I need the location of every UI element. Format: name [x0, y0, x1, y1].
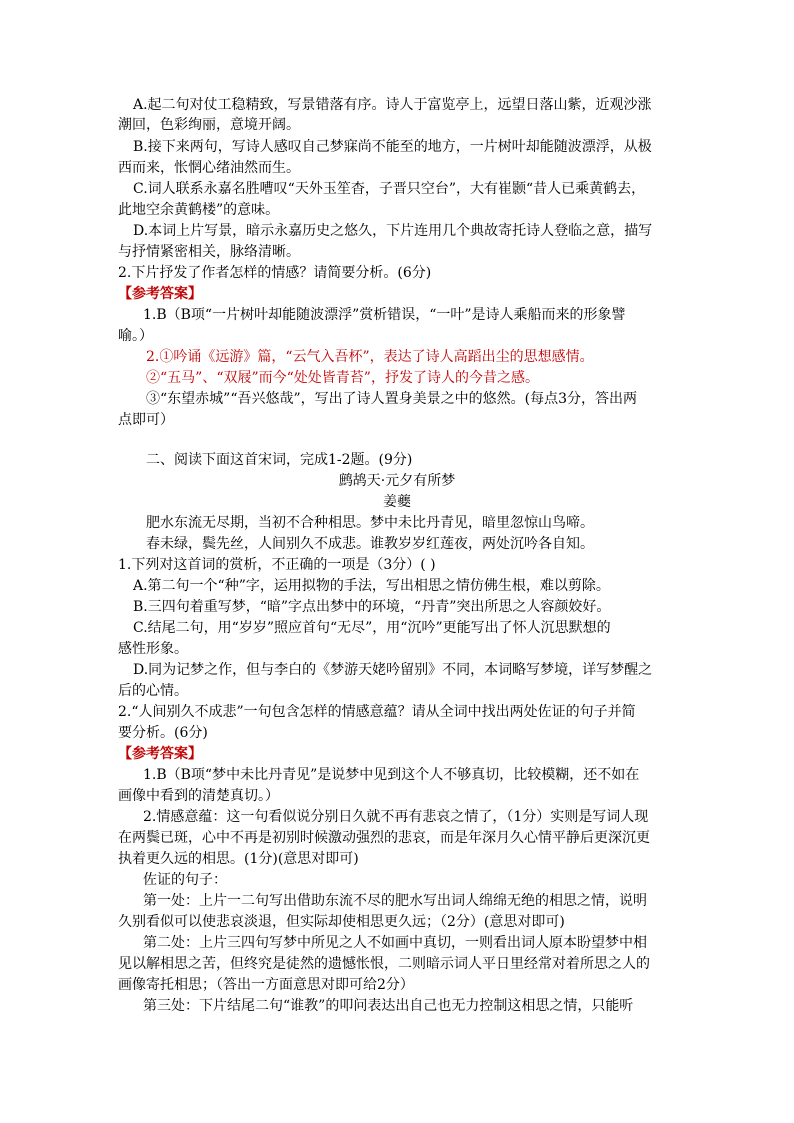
s2-question-2-line-1: 2.“人间别久不成悲”一句包含怎样的情感意蕴？请从全词中找出两处佐证的句子并简	[118, 704, 636, 720]
s2-question-2-line-2: 要分析。(6分)	[118, 725, 208, 741]
answer2-line-2: 画像中看到的清楚真切。）	[118, 788, 279, 804]
answer2-line-8: 久别看似可以使悲哀淡退，但实际却使相思更久远；（2分）(意思对即可)	[118, 914, 565, 930]
option-a-line-1: A.起二句对仗工稳精致，写景错落有序。诗人于富览亭上，远望日落山紫，近观沙涨	[133, 97, 652, 113]
answer2-line-7: 第一处：上片一二句写出借助东流不尽的肥水写出词人绵绵无绝的相思之情，说明	[143, 893, 647, 909]
poem-line-1: 肥水东流无尽期，当初不合种相思。梦中未比丹青见，暗里忽惊山鸟啼。	[146, 515, 594, 531]
option-a-line-2: 潮回，色彩绚丽，意境开阔。	[118, 117, 300, 133]
option-d-line-1: D.本词上片写景，暗示永嘉历史之悠久，下片连用几个典故寄托诗人登临之意，描写	[133, 223, 653, 239]
s2-question-1: 1.下列对这首词的赏析，不正确的一项是（3分）( )	[118, 557, 436, 573]
s2-option-a: A.第二句一个“种”字，运用拟物的手法，写出相思之情仿佛生根，难以剪除。	[133, 578, 610, 594]
poem-author: 姜夔	[383, 494, 411, 510]
option-b-line-2: 西而来，怅惘心绪油然而生。	[118, 160, 300, 176]
answer1-line-6: 点即可）	[118, 412, 174, 428]
answer2-line-4: 在两鬓已斑，心中不再是初别时候激动强烈的悲哀，而是年深月久心情平静后更深沉更	[118, 830, 650, 846]
option-c-line-2: 此地空余黄鹤楼”的意味。	[118, 202, 280, 218]
answer2-line-1: 1.B（B项“梦中未比丹青见”是说梦中见到这个人不够真切，比较模糊，还不如在	[143, 767, 640, 783]
answer2-line-5: 执着更久远的相思。(1分)(意思对即可)	[118, 851, 359, 867]
answer2-line-10: 见以解相思之苦，但终究是徒然的遗憾怅恨，二则暗示词人平日里经常对着所思之人的	[118, 956, 650, 972]
s2-option-c-line-2: 感性形象。	[118, 641, 188, 657]
option-d-line-2: 与抒情紧密相关，脉络清晰。	[118, 244, 300, 260]
answer1-line-1: 1.B（B项“一片树叶却能随波漂浮”赏析错误，“一叶”是诗人乘船而来的形象譬	[143, 307, 626, 323]
answer2-line-3: 2.情感意蕴：这一句看似说分别日久就不再有悲哀之情了，（1分）实则是写词人现	[143, 809, 649, 825]
answer2-line-9: 第二处：上片三四句写梦中所见之人不如画中真切，一则看出词人原本盼望梦中相	[143, 935, 647, 951]
answer1-line-5: ③“东望赤城”“吾兴悠哉”，写出了诗人置身美景之中的悠然。(每点3分，答出两	[146, 391, 637, 407]
answer1-line-3: 2.①吟诵《远游》篇，“云气入吾杯”，表达了诗人高蹈出尘的思想感情。	[146, 349, 594, 365]
s2-option-d-line-2: 后的心情。	[118, 683, 188, 699]
section-2-heading: 二、阅读下面这首宋词，完成1-2题。(9分)	[146, 452, 413, 468]
question-2: 2.下片抒发了作者怎样的情感？请简要分析。(6分)	[118, 265, 432, 281]
answer2-line-6: 佐证的句子：	[143, 872, 227, 888]
s2-option-d-line-1: D.同为记梦之作，但与李白的《梦游天姥吟留别》不同，本词略写梦境，详写梦醒之	[133, 662, 653, 678]
answer-label-2: 【参考答案】	[118, 746, 202, 762]
poem-line-2: 春未绿，鬓先丝，人间别久不成悲。谁教岁岁红莲夜，两处沉吟各自知。	[146, 536, 594, 552]
option-b-line-1: B.接下来两句，写诗人感叹自己梦寐尚不能至的地方，一片树叶却能随波漂浮，从极	[133, 139, 652, 155]
answer1-line-4: ②“五马”、“双屐”而今“处处皆青苔”，抒发了诗人的今昔之感。	[146, 370, 539, 386]
answer2-line-12: 第三处：下片结尾二句“谁教”的叩问表达出自己也无力控制这相思之情，只能听	[143, 998, 634, 1014]
answer1-line-2: 喻。）	[118, 328, 153, 344]
s2-option-b: B.三四句着重写梦，“暗”字点出梦中的环境，“丹青”突出所思之人容颜姣好。	[133, 599, 611, 615]
option-c-line-1: C.词人联系永嘉名胜嘈叹“天外玉笙杳，子晋只空台”，大有崔颢“昔人已乘黄鹤去，	[133, 181, 646, 197]
s2-option-c-line-1: C.结尾二句，用“岁岁”照应首句“无尽”，用“沉吟”更能写出了怀人沉思默想的	[133, 620, 611, 636]
answer-label-1: 【参考答案】	[118, 286, 202, 302]
poem-title: 鹧鸪天·元夕有所梦	[338, 473, 456, 489]
answer2-line-11: 画像寄托相思；（答出一方面意思对即可给2分）	[118, 977, 414, 993]
